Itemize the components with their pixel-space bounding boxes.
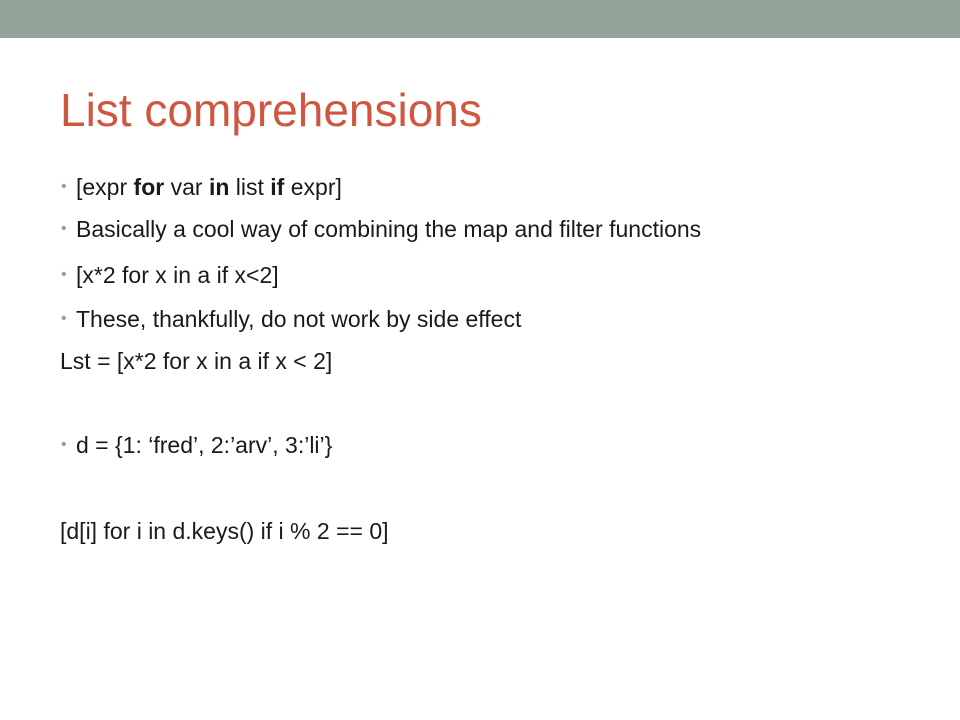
bullet-text: d = {1: ‘fred’, 2:’arv’, 3:’li’}: [76, 432, 333, 458]
bullet-text: Basically a cool way of combining the map and filter functions: [76, 216, 702, 242]
code-line-lst: Lst = [x*2 for x in a if x < 2]: [60, 348, 333, 374]
bullet-dot: •: [61, 220, 67, 237]
slide-title: List comprehensions: [60, 84, 482, 136]
code-line-keys: [d[i] for i in d.keys() if i % 2 == 0]: [60, 518, 389, 544]
keyword-for: for: [133, 174, 165, 200]
top-accent-bar: [0, 0, 960, 38]
syntax-part: [expr: [76, 174, 134, 200]
bullet-text: [x*2 for x in a if x<2]: [76, 262, 279, 288]
bullet-dot: •: [61, 178, 67, 195]
bullet-dot: •: [61, 436, 67, 453]
bullet-dict: [60, 430, 880, 460]
keyword-if: if: [270, 174, 285, 200]
syntax-part: list: [229, 174, 271, 200]
syntax-part: expr]: [284, 174, 342, 200]
bullet-dot: •: [61, 310, 67, 327]
bullet-map-filter: [60, 214, 880, 244]
slide-body: [60, 172, 880, 546]
bullet-side-effect: [60, 304, 880, 334]
syntax-part: var: [164, 174, 209, 200]
bullet-example: [60, 260, 880, 290]
bullet-dot: •: [61, 266, 67, 283]
keyword-in: in: [208, 174, 230, 200]
bullet-syntax: [60, 172, 880, 202]
bullet-text: These, thankfully, do not work by side effect: [76, 306, 522, 332]
